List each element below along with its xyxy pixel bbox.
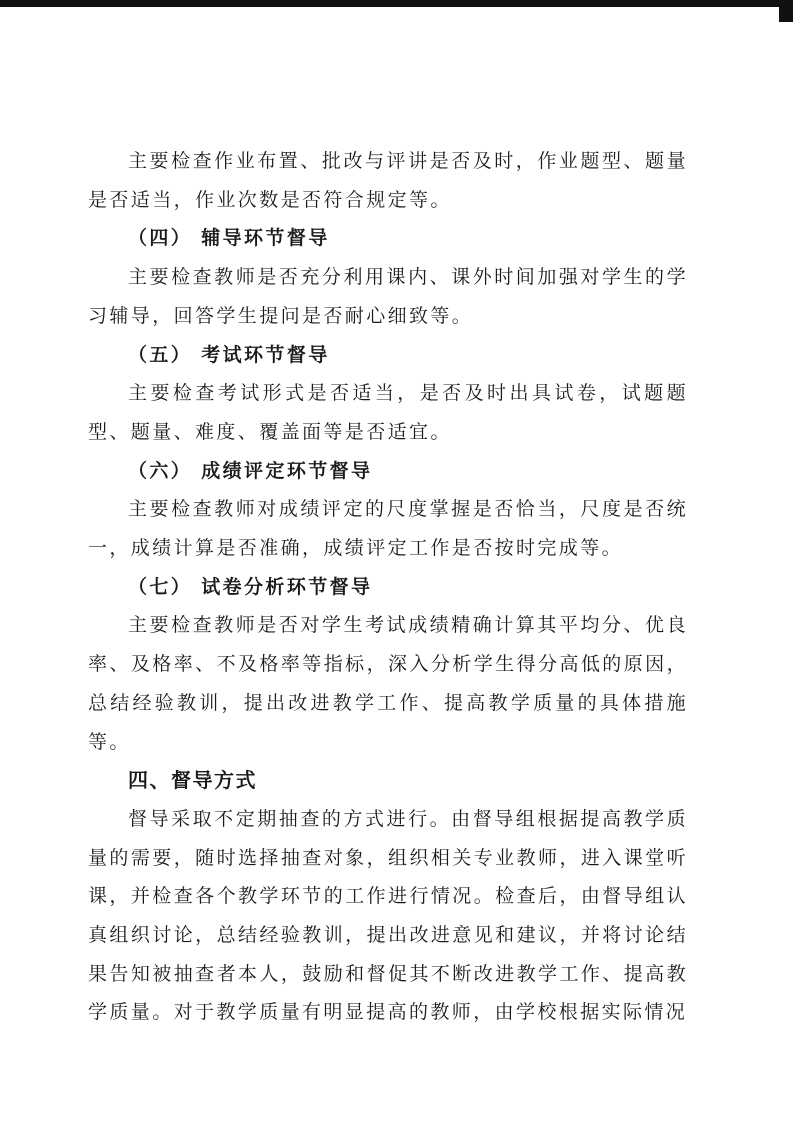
scan-border-top: [0, 0, 793, 7]
paragraph-homework-check: 主要检查作业布置、批改与评讲是否及时，作业题型、题量是否适当，作业次数是否符合规定等。: [88, 150, 688, 211]
paragraph-grading-check: 主要检查教师对成绩评定的尺度掌握是否恰当，尺度是否统一，成绩计算是否准确，成绩评定工作是否按时完成等。: [88, 498, 688, 560]
paragraph-exam-check: 主要检查考试形式是否适当，是否及时出具试卷，试题题型、题量、难度、覆盖面等是否适宜。: [88, 382, 688, 443]
heading-grading-supervision: （六） 成绩评定环节督导: [128, 459, 373, 482]
heading-supervision-method: 四、督导方式: [128, 768, 257, 793]
heading-exam-supervision: （五） 考试环节督导: [128, 343, 330, 366]
paragraph-paper-analysis-check: 主要检查教师是否对学生考试成绩精确计算其平均分、优良率、及格率、不及格率等指标，深入分析学生得分高低的原因，总结经验教训，提出改进教学工作、提高教学质量的具体措施等。: [88, 614, 688, 753]
paragraph-tutoring-check: 主要检查教师是否充分利用课内、课外时间加强对学生的学习辅导，回答学生提问是否耐心细致等。: [88, 266, 688, 327]
scan-border-corner: [779, 0, 793, 22]
paragraph-supervision-method: 督导采取不定期抽查的方式进行。由督导组根据提高教学质量的需要，随时选择抽查对象，组织相关专业教师，进入课堂听课，并检查各个教学环节的工作进行情况。检查后，由督导组认真组织讨论，总结经验教训，提出改进意见和建议，并将讨论结果告知被抽查者本人，鼓励和督促其不断改进教学工作、提高教学质量。对于教学质量有明显提高的教师，由学校根据实际情况: [88, 807, 688, 1024]
heading-paper-analysis-supervision: （七） 试卷分析环节督导: [128, 575, 373, 598]
document-page: [88, 142, 688, 1032]
heading-tutoring-supervision: （四） 辅导环节督导: [128, 227, 330, 250]
